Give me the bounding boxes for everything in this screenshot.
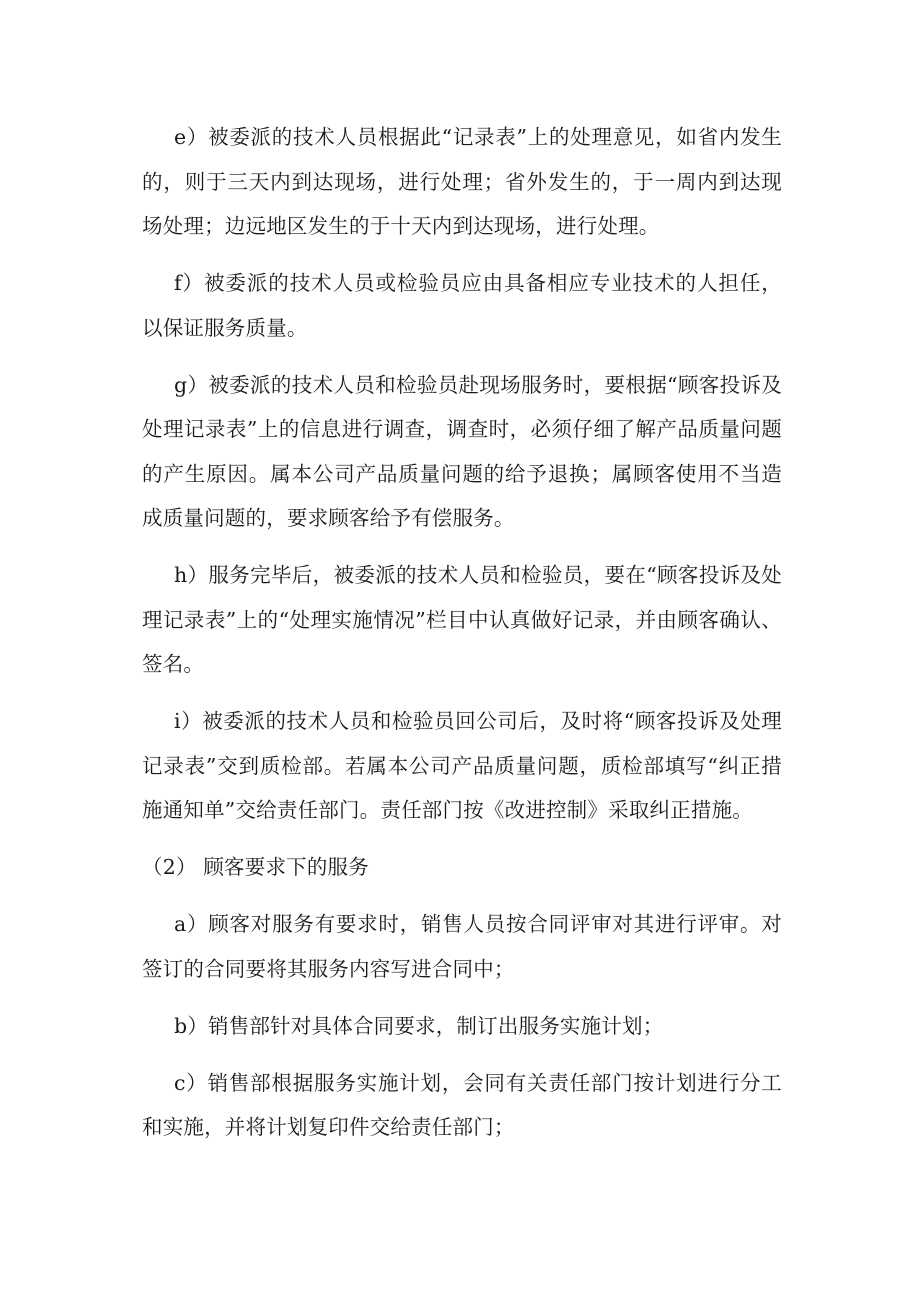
paragraph-b: b）销售部针对具体合同要求，制订出服务实施计划；	[174, 1013, 664, 1038]
document-page	[142, 115, 782, 1162]
paragraph-f: f）被委派的技术人员或检验员应由具备相应专业技术的人担任，以保证服务质量。	[142, 271, 782, 340]
paragraph-c: c）销售部根据服务实施计划，会同有关责任部门按计划进行分工和实施，并将计划复印件交给责任部门；	[142, 1070, 782, 1139]
paragraph-g: g）被委派的技术人员和检验员赴现场服务时，要根据“顾客投诉及处理记录表”上的信息进行调查，调查时，必须仔细了解产品质量问题的产生原因。属本公司产品质量问题的给予退换；属顾客使用不当造成质量问题的，要求顾客给予有偿服务。	[142, 372, 782, 530]
paragraph-e: e）被委派的技术人员根据此“记录表”上的处理意见，如省内发生的，则于三天内到达现场，进行处理；省外发生的，于一周内到达现场处理；边远地区发生的于十天内到达现场，进行处理。	[142, 125, 782, 238]
section-heading: （2） 顾客要求下的服务	[142, 855, 369, 879]
paragraph-i: i）被委派的技术人员和检验员回公司后，及时将“顾客投诉及处理记录表”交到质检部。若属本公司产品质量问题，质检部填写“纠正措施通知单”交给责任部门。责任部门按《改进控制》采取纠正措施。	[142, 709, 782, 822]
paragraph-a: a）顾客对服务有要求时，销售人员按合同评审对其进行评审。对签订的合同要将其服务内容写进合同中；	[142, 912, 782, 981]
paragraph-h: h）服务完毕后，被委派的技术人员和检验员，要在“顾客投诉及处理记录表”上的“处理实施情况”栏目中认真做好记录，并由顾客确认、签名。	[142, 563, 782, 676]
